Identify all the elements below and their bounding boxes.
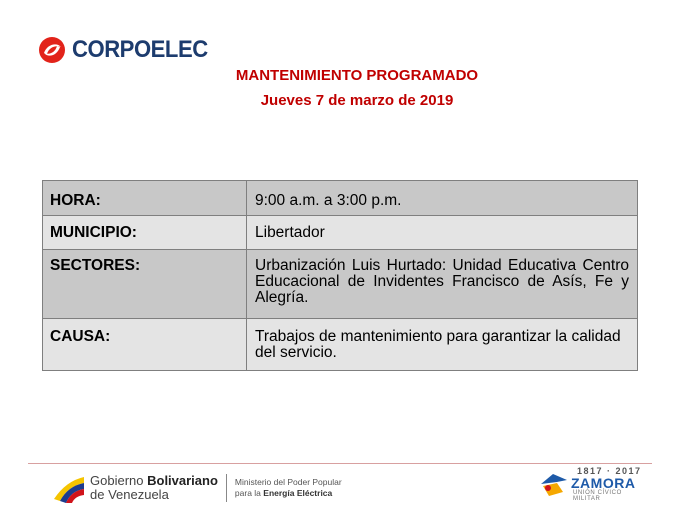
row-label: MUNICIPIO: bbox=[43, 216, 247, 250]
row-value: 9:00 a.m. a 3:00 p.m. bbox=[247, 181, 638, 216]
row-value: Trabajos de mantenimiento para garantizar la calidad del servicio. bbox=[247, 319, 638, 371]
zamora-subtitle: UNIÓN CÍVICO MILITAR bbox=[573, 490, 622, 502]
table-row-hora bbox=[43, 181, 638, 216]
row-value: Urbanización Luis Hurtado: Unidad Educativa Centro Educacional de Invidentes Francisco de Asís, Fe y Alegría. bbox=[247, 250, 638, 319]
ministry-text: Ministerio del Poder Popular para la Energía Eléctrica bbox=[234, 477, 342, 498]
row-label: SECTORES: bbox=[43, 250, 247, 319]
table-row-causa bbox=[43, 319, 638, 371]
table-row-sectores bbox=[43, 250, 638, 319]
footer-divider bbox=[28, 463, 652, 464]
row-label: HORA: bbox=[43, 181, 247, 216]
table-row-municipio bbox=[43, 216, 638, 250]
zamora-logo bbox=[539, 466, 649, 502]
zamora-years: 1817 · 2017 bbox=[577, 466, 642, 476]
gobierno-bolivariano-logo bbox=[52, 473, 342, 503]
zamora-name: ZAMORA bbox=[571, 475, 636, 491]
gobierno-text: Gobierno Bolivariano de Venezuela bbox=[90, 473, 218, 502]
gov-separator bbox=[226, 474, 227, 502]
zamora-emblem-icon bbox=[539, 470, 569, 498]
maintenance-table bbox=[42, 180, 638, 371]
header bbox=[0, 66, 680, 111]
logo-text: CORPOELEC bbox=[72, 36, 208, 63]
row-value: Libertador bbox=[247, 216, 638, 250]
page-date: Jueves 7 de marzo de 2019 bbox=[260, 92, 454, 109]
corpoelec-swirl-icon bbox=[38, 36, 66, 64]
venezuela-flag-icon bbox=[52, 473, 86, 503]
row-label: CAUSA: bbox=[43, 319, 247, 371]
page-title: MANTENIMIENTO PROGRAMADO bbox=[235, 67, 479, 84]
corpoelec-logo bbox=[38, 34, 220, 66]
